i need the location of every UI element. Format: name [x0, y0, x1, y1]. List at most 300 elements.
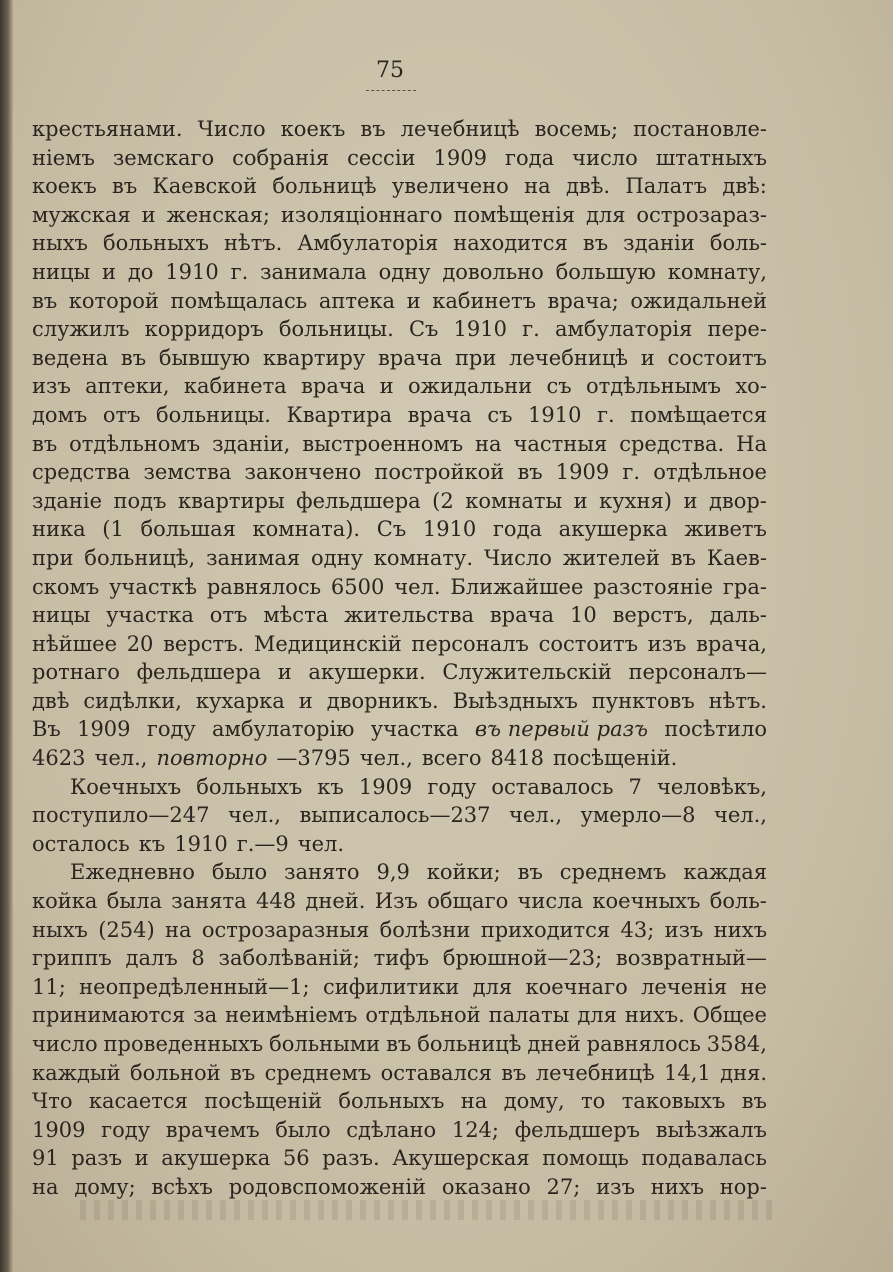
word: было — [275, 1117, 331, 1142]
word: 6500 — [330, 574, 385, 599]
word: гриппъ — [32, 946, 112, 971]
word: Коечныхъ — [70, 774, 182, 799]
word: 56 — [282, 1146, 310, 1171]
word: нор- — [719, 1174, 767, 1199]
word: неопредѣленный—1; — [79, 974, 310, 999]
text-line — [32, 1059, 767, 1088]
word: Въ — [32, 717, 61, 742]
word: персоналъ — [411, 631, 529, 656]
text-line — [32, 973, 767, 1002]
word: нихъ. — [624, 1003, 685, 1028]
word: умерло—8 — [580, 803, 696, 828]
word: Каевской — [152, 174, 258, 199]
word: Акушерская — [392, 1146, 530, 1171]
word: состоитъ — [538, 631, 638, 656]
word: двѣ: — [722, 174, 767, 199]
word: сифилитики — [322, 974, 460, 999]
word: при — [454, 345, 497, 370]
word: 1909 — [358, 774, 413, 799]
word: число — [32, 1032, 98, 1056]
word: крестьянами. — [32, 117, 183, 141]
word: комната). — [252, 517, 361, 542]
text-line — [32, 573, 767, 602]
word: комнату. — [373, 545, 474, 570]
word: съ — [546, 374, 572, 399]
word: лечебницѣ — [400, 117, 520, 141]
word: и — [298, 688, 313, 713]
word: сидѣлки, — [83, 688, 182, 713]
word: 1909 — [32, 1117, 86, 1142]
word: 1910 — [528, 402, 582, 427]
word: брюшной—23; — [442, 946, 603, 971]
word: койка — [32, 889, 98, 914]
word: 3584, — [706, 1032, 767, 1056]
word: и — [134, 1146, 149, 1171]
word: комнату, — [667, 259, 767, 284]
word: оказано — [441, 1174, 531, 1199]
word: боль- — [709, 231, 767, 256]
word: больницѣ — [272, 174, 377, 199]
word: больной — [129, 1060, 221, 1085]
bleed-through-text — [80, 1200, 780, 1220]
word: больницѣ, — [84, 545, 196, 570]
word: нихъ — [713, 917, 767, 942]
text-line — [32, 172, 767, 201]
word: дому; — [74, 1174, 136, 1199]
word: таковыхъ — [621, 1089, 726, 1114]
word: койки; — [426, 860, 501, 885]
word: мѣста — [263, 603, 329, 628]
word: зданіи, — [212, 431, 291, 456]
word: приходится — [480, 917, 611, 942]
word: женская; — [166, 202, 270, 227]
text-line — [32, 229, 767, 258]
text-line — [32, 430, 767, 459]
word: бывшую — [158, 345, 251, 370]
word: палаты — [488, 1003, 570, 1028]
word: средства. — [619, 431, 725, 456]
word: 11; — [32, 974, 66, 999]
word: Выѣздныхъ — [452, 688, 578, 713]
word: отдѣльное — [653, 460, 767, 485]
word: увеличено — [391, 174, 509, 199]
word: врача, — [696, 631, 767, 656]
word: изъ — [596, 1174, 635, 1199]
text-line — [32, 830, 767, 859]
word: ныхъ — [32, 231, 88, 256]
word: больницѣ — [417, 1032, 522, 1056]
word: острозаразныя — [201, 917, 370, 942]
word: —3795 — [276, 746, 351, 771]
word: въ — [741, 1089, 767, 1114]
word: году — [146, 717, 196, 742]
word: къ — [138, 831, 166, 856]
word: каждый — [32, 1060, 121, 1085]
word: ницы — [32, 259, 91, 284]
text-line — [32, 487, 767, 516]
word: отдѣльнымъ — [585, 374, 721, 399]
word: до — [127, 259, 154, 284]
word: фельдшера — [296, 488, 421, 513]
word: при — [32, 545, 74, 570]
word: ніемъ — [32, 145, 95, 170]
word: оставался — [380, 1060, 492, 1085]
word: двор- — [708, 488, 767, 513]
word: равнялось — [586, 1032, 701, 1056]
word: 1910 — [453, 317, 507, 342]
text-line — [32, 658, 767, 687]
word: кабинетъ — [432, 288, 536, 313]
word: ожидальней — [630, 288, 767, 313]
word: 1909 — [433, 145, 487, 170]
word: для — [585, 202, 626, 227]
word: лечебницѣ — [535, 1060, 655, 1085]
word: 14,1 — [664, 1060, 711, 1085]
word: дворникъ. — [326, 688, 439, 713]
word: земства — [143, 460, 232, 485]
text-line — [32, 887, 767, 916]
word: изъ — [664, 917, 704, 942]
word: на — [165, 917, 192, 942]
word: 8418 — [490, 746, 544, 771]
binding-edge — [0, 0, 13, 1272]
word: ведена — [32, 345, 109, 370]
word: акушерки. — [308, 660, 426, 685]
word: средства — [32, 460, 131, 485]
word: Каев- — [706, 545, 767, 570]
word: помѣщалась — [170, 288, 308, 313]
word: На — [736, 431, 767, 456]
text-line — [32, 715, 767, 744]
word: боль- — [709, 889, 767, 914]
word: и — [573, 488, 588, 513]
word: 1910 — [174, 831, 228, 856]
word: участка — [370, 717, 459, 742]
word: больныхъ — [196, 774, 303, 799]
word: заболѣваній; — [218, 946, 360, 971]
word: Съ — [408, 317, 439, 342]
word: г. — [522, 317, 540, 342]
word: дней. — [305, 889, 366, 914]
word: Число — [483, 545, 552, 570]
text-line — [32, 916, 767, 945]
word: (254) — [98, 917, 155, 942]
word: участкѣ — [109, 574, 198, 599]
word: зданіе — [32, 488, 103, 513]
word: Медицинскій — [253, 631, 402, 656]
word: гра- — [722, 574, 767, 599]
word: дому, — [503, 1089, 565, 1114]
word: большая — [140, 517, 236, 542]
word: пере- — [707, 317, 767, 342]
word: числа — [517, 889, 584, 914]
word: комнаты — [465, 488, 563, 513]
text-line — [32, 1144, 767, 1173]
word: среднемъ — [559, 860, 667, 885]
page-number: 75 — [376, 58, 404, 83]
word: отдѣльномъ — [69, 431, 201, 456]
italic-phrase: повторно — [156, 746, 268, 771]
word: 43; — [620, 917, 655, 942]
word: занимала — [260, 259, 367, 284]
word: постройкой — [374, 460, 505, 485]
word: даль- — [709, 603, 767, 628]
text-line — [32, 144, 767, 173]
word: года — [505, 145, 555, 170]
word: нѣтъ. — [708, 688, 767, 713]
word: больныхъ — [338, 1089, 445, 1114]
word: чел. — [297, 831, 345, 856]
word: острозараз- — [636, 202, 767, 227]
word: сессіи — [347, 145, 416, 170]
word: Амбулаторія — [297, 231, 439, 256]
word: и — [102, 259, 117, 284]
word: дня. — [720, 1060, 767, 1085]
word: помѣщается — [630, 402, 767, 427]
word: одну — [311, 545, 363, 570]
word: равнялось — [206, 574, 322, 599]
word: находится — [453, 231, 568, 256]
text-line — [32, 458, 767, 487]
word: изоляціоннаго — [280, 202, 443, 227]
word: число — [572, 145, 638, 170]
word: жителей — [562, 545, 660, 570]
word: общаго — [427, 889, 509, 914]
page-number-rule — [366, 90, 416, 91]
word: коечнаго — [525, 974, 628, 999]
word: акушерка — [161, 1146, 271, 1171]
word: среднемъ — [264, 1060, 372, 1085]
word: на — [475, 431, 502, 456]
text-line — [32, 115, 767, 144]
word: на — [460, 1089, 488, 1114]
word: собранія — [232, 145, 330, 170]
word: коекъ — [32, 174, 97, 199]
word: выѣзжалъ — [655, 1117, 767, 1142]
word: живетъ — [684, 517, 767, 542]
word: квартиры — [177, 488, 285, 513]
word: квартиру — [262, 345, 366, 370]
word: выстроенномъ — [302, 431, 464, 456]
word: занимая — [206, 545, 301, 570]
word: частныя — [513, 431, 608, 456]
word: Съ — [376, 517, 407, 542]
text-line — [32, 858, 767, 887]
word: хо- — [735, 374, 767, 399]
word: врача — [377, 345, 443, 370]
word: ныхъ — [32, 917, 88, 942]
word: разъ — [71, 1146, 123, 1171]
word: отъ — [102, 402, 141, 427]
text-line — [32, 601, 767, 630]
word: родовспоможеній — [228, 1174, 427, 1199]
word: лечебницѣ — [509, 345, 629, 370]
word: 8 — [191, 946, 205, 971]
word: посѣтило — [664, 717, 767, 742]
word: мужская — [32, 202, 131, 227]
word: Что — [32, 1089, 73, 1114]
word: въ — [386, 1032, 412, 1056]
word: подъ — [113, 488, 167, 513]
word: въ — [582, 231, 609, 256]
word: года — [492, 517, 543, 542]
text-line — [32, 1116, 767, 1145]
word: акушерка — [558, 517, 668, 542]
word: 27; — [546, 1174, 581, 1199]
word: году — [101, 1117, 151, 1142]
text-line — [32, 1087, 767, 1116]
word: за — [193, 1003, 218, 1028]
text-line — [32, 287, 767, 316]
word: чел., — [509, 803, 563, 828]
word: большую — [555, 259, 656, 284]
text-line — [32, 801, 767, 830]
word: земскаго — [112, 145, 215, 170]
word: чел., — [713, 803, 767, 828]
word: персоналъ— — [628, 660, 767, 685]
word: каждая — [683, 860, 767, 885]
word: больницы. — [155, 402, 271, 427]
word: неимѣніемъ — [225, 1003, 358, 1028]
word: ротнаго — [32, 660, 120, 685]
word: врача — [301, 374, 366, 399]
text-line — [32, 944, 767, 973]
word: на — [32, 1174, 59, 1199]
word: амбулаторія — [554, 317, 693, 342]
word: домъ — [32, 402, 88, 427]
word: зданіи — [623, 231, 695, 256]
word: двѣ — [32, 688, 70, 713]
word: врача; — [547, 288, 619, 313]
word: скомъ — [32, 574, 100, 599]
word: чел., — [227, 803, 281, 828]
word: отъ — [209, 603, 248, 628]
word: фельдшеръ — [514, 1117, 641, 1142]
word: нихъ — [650, 1174, 704, 1199]
word: 9,9 — [376, 860, 410, 885]
word: въ — [32, 288, 58, 313]
word: человѣкъ, — [656, 774, 767, 799]
word: участка — [106, 603, 194, 628]
text-line — [32, 315, 767, 344]
word: нѣтъ. — [224, 231, 283, 256]
word: пунктовъ — [591, 688, 695, 713]
word: одну — [378, 259, 431, 284]
word: кабинета — [183, 374, 287, 399]
word: было — [211, 860, 268, 885]
word: и — [640, 345, 655, 370]
word: въ — [517, 860, 543, 885]
word: аптека — [318, 288, 396, 313]
word: штатныхъ — [655, 145, 767, 170]
text-line — [32, 344, 767, 373]
text-line — [32, 515, 767, 544]
word: дней — [527, 1032, 581, 1056]
word: верстъ, — [612, 603, 694, 628]
text-line — [32, 372, 767, 401]
word: году — [427, 774, 477, 799]
word: больныхъ — [102, 231, 209, 256]
word: больницы. — [278, 317, 394, 342]
word: ницы — [32, 603, 91, 628]
word: (2 — [432, 488, 454, 513]
word: въ — [517, 460, 543, 485]
word: кухня) — [599, 488, 672, 513]
word: Число — [197, 117, 266, 141]
word: принимаются — [32, 1003, 186, 1028]
word: и — [406, 288, 421, 313]
word: врача — [407, 402, 472, 427]
word: помощь — [542, 1146, 629, 1171]
text-line — [32, 1030, 767, 1059]
word: двѣ. — [565, 174, 611, 199]
word: врачемъ — [165, 1117, 260, 1142]
word: изъ — [647, 631, 687, 656]
word: 20 — [126, 631, 154, 656]
word: Ежедневно — [70, 860, 195, 885]
word: на — [524, 174, 551, 199]
word: сдѣлано — [346, 1117, 437, 1142]
word: Общее — [692, 1003, 767, 1028]
word: и — [379, 374, 394, 399]
word: въ — [230, 1060, 256, 1085]
word: довольно — [442, 259, 544, 284]
word: 1909 — [555, 460, 610, 485]
word: въ — [501, 1060, 527, 1085]
word: занята — [171, 889, 247, 914]
word: 124; — [451, 1117, 499, 1142]
word: отдѣльной — [365, 1003, 481, 1028]
word: осталось — [32, 831, 130, 856]
text-line — [32, 630, 767, 659]
word: тифъ — [373, 946, 430, 971]
word: для — [472, 974, 513, 999]
word: всего — [421, 746, 482, 771]
word: больными — [269, 1032, 381, 1056]
word: помѣщенія — [453, 202, 576, 227]
word: кухарка — [195, 688, 285, 713]
word: 448 — [255, 889, 297, 914]
word: 91 — [32, 1146, 59, 1171]
word: выписалось—237 — [299, 803, 491, 828]
word: Квартира — [286, 402, 393, 427]
word: жительства — [344, 603, 474, 628]
word: г.—9 — [236, 831, 289, 856]
word: съ — [487, 402, 513, 427]
word: фельдшера — [136, 660, 262, 685]
word: которой — [68, 288, 159, 313]
word: аптеки, — [85, 374, 170, 399]
word: коечныхъ — [592, 889, 701, 914]
word: 7 — [628, 774, 642, 799]
word: для — [577, 1003, 617, 1028]
text-line — [32, 401, 767, 430]
word: въ — [360, 117, 386, 141]
word: восемь; — [534, 117, 619, 141]
word: 1909 — [77, 717, 131, 742]
word: возвратный— — [615, 946, 767, 971]
body-text — [32, 115, 767, 1202]
word: 1910 — [165, 259, 219, 284]
word: всѣхъ — [151, 1174, 213, 1199]
word: и — [141, 202, 156, 227]
word: ника — [32, 517, 86, 542]
text-line — [32, 1173, 767, 1202]
word: верстъ. — [163, 631, 245, 656]
word: касается — [88, 1089, 188, 1114]
word: Палатъ — [625, 174, 708, 199]
text-line — [32, 544, 767, 573]
